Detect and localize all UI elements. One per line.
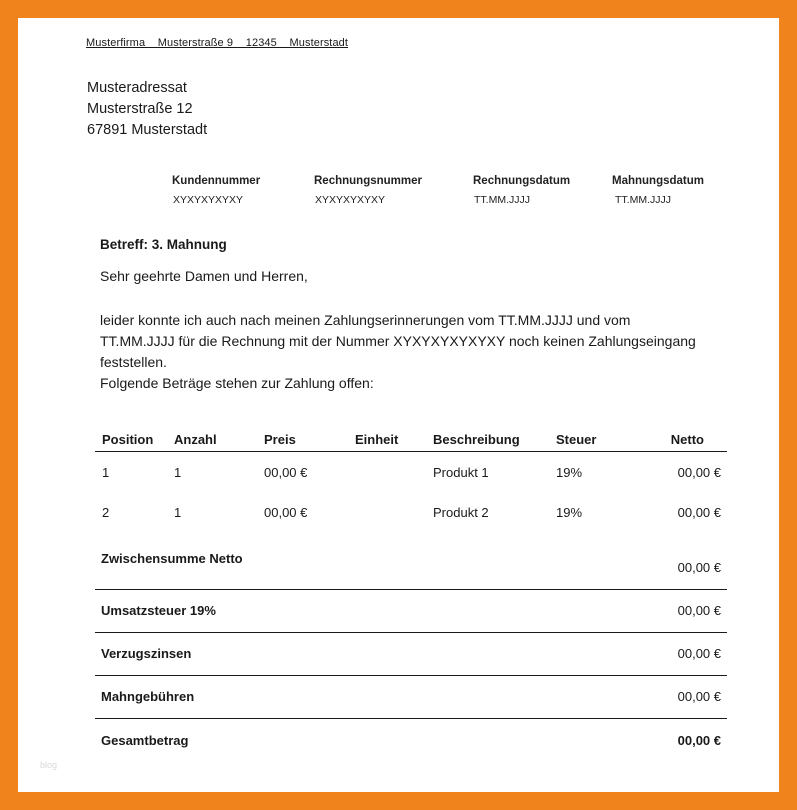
reminder-fee-value: 00,00 €: [677, 689, 721, 704]
col-header-price: Preis: [264, 432, 296, 447]
salutation: Sehr geehrte Damen und Herren,: [100, 268, 308, 284]
invoice-number-label: Rechnungsnummer: [314, 175, 422, 187]
recipient-name: Musteradressat: [87, 80, 187, 96]
total-label: Gesamtbetrag: [101, 733, 189, 748]
summary-divider: [95, 718, 727, 719]
invoice-date-label: Rechnungsdatum: [473, 175, 571, 187]
cell-tax: 19%: [556, 465, 583, 480]
document-page: [18, 18, 779, 792]
col-header-unit: Einheit: [355, 432, 399, 447]
subject-line: Betreff: 3. Mahnung: [100, 237, 227, 252]
body-line: TT.MM.JJJJ für die Rechnung mit der Nummer XYXYXYXYXYXY noch keinen Zahlungseingang: [100, 333, 696, 349]
reminder-date-label: Mahnungsdatum: [612, 175, 704, 187]
cell-description: Produkt 1: [433, 465, 489, 480]
total-value: 00,00 €: [677, 733, 721, 748]
summary-divider: [95, 589, 727, 590]
watermark-text: blog: [40, 760, 58, 770]
col-header-description: Beschreibung: [433, 432, 520, 447]
recipient-street: Musterstraße 12: [87, 101, 193, 117]
cell-net: 00,00 €: [677, 505, 721, 520]
interest-label: Verzugszinsen: [101, 646, 192, 661]
cell-tax: 19%: [556, 505, 583, 520]
reminder-fee-label: Mahngebühren: [101, 689, 195, 704]
sender-address-line: Musterfirma Musterstraße 9 12345 Musterstadt: [86, 37, 349, 49]
summary-divider: [95, 632, 727, 633]
cell-description: Produkt 2: [433, 505, 489, 520]
body-line: feststellen.: [100, 354, 167, 370]
invoice-number-value: XYXYXYXYXY: [315, 194, 386, 206]
col-header-position: Position: [102, 432, 154, 447]
cell-net: 00,00 €: [677, 465, 721, 480]
cell-position: 1: [102, 465, 110, 480]
recipient-address: [87, 78, 207, 141]
col-header-quantity: Anzahl: [174, 432, 217, 447]
cell-price: 00,00 €: [264, 465, 308, 480]
vat-value: 00,00 €: [677, 603, 721, 618]
vat-label: Umsatzsteuer 19%: [101, 603, 216, 618]
cell-quantity: 1: [174, 505, 182, 520]
recipient-city: 67891 Musterstadt: [87, 122, 208, 138]
cell-position: 2: [102, 505, 110, 520]
col-header-net: Netto: [670, 432, 704, 447]
subtotal-label: Zwischensumme Netto: [101, 551, 243, 566]
cell-quantity: 1: [174, 465, 182, 480]
body-line: leider konnte ich auch nach meinen Zahlungserinnerungen vom TT.MM.JJJJ und vom: [100, 312, 631, 328]
cell-price: 00,00 €: [264, 505, 308, 520]
letter-body: [100, 310, 720, 394]
customer-number-value: XYXYXYXYXY: [173, 194, 244, 206]
customer-number-label: Kundennummer: [172, 175, 261, 187]
interest-value: 00,00 €: [677, 646, 721, 661]
reminder-date-value: TT.MM.JJJJ: [615, 194, 671, 206]
subtotal-value: 00,00 €: [677, 560, 721, 575]
body-line: Folgende Beträge stehen zur Zahlung offen:: [100, 375, 374, 391]
invoice-date-value: TT.MM.JJJJ: [474, 194, 530, 206]
summary-divider: [95, 675, 727, 676]
table-header-divider: [95, 451, 727, 452]
col-header-tax: Steuer: [556, 432, 597, 447]
